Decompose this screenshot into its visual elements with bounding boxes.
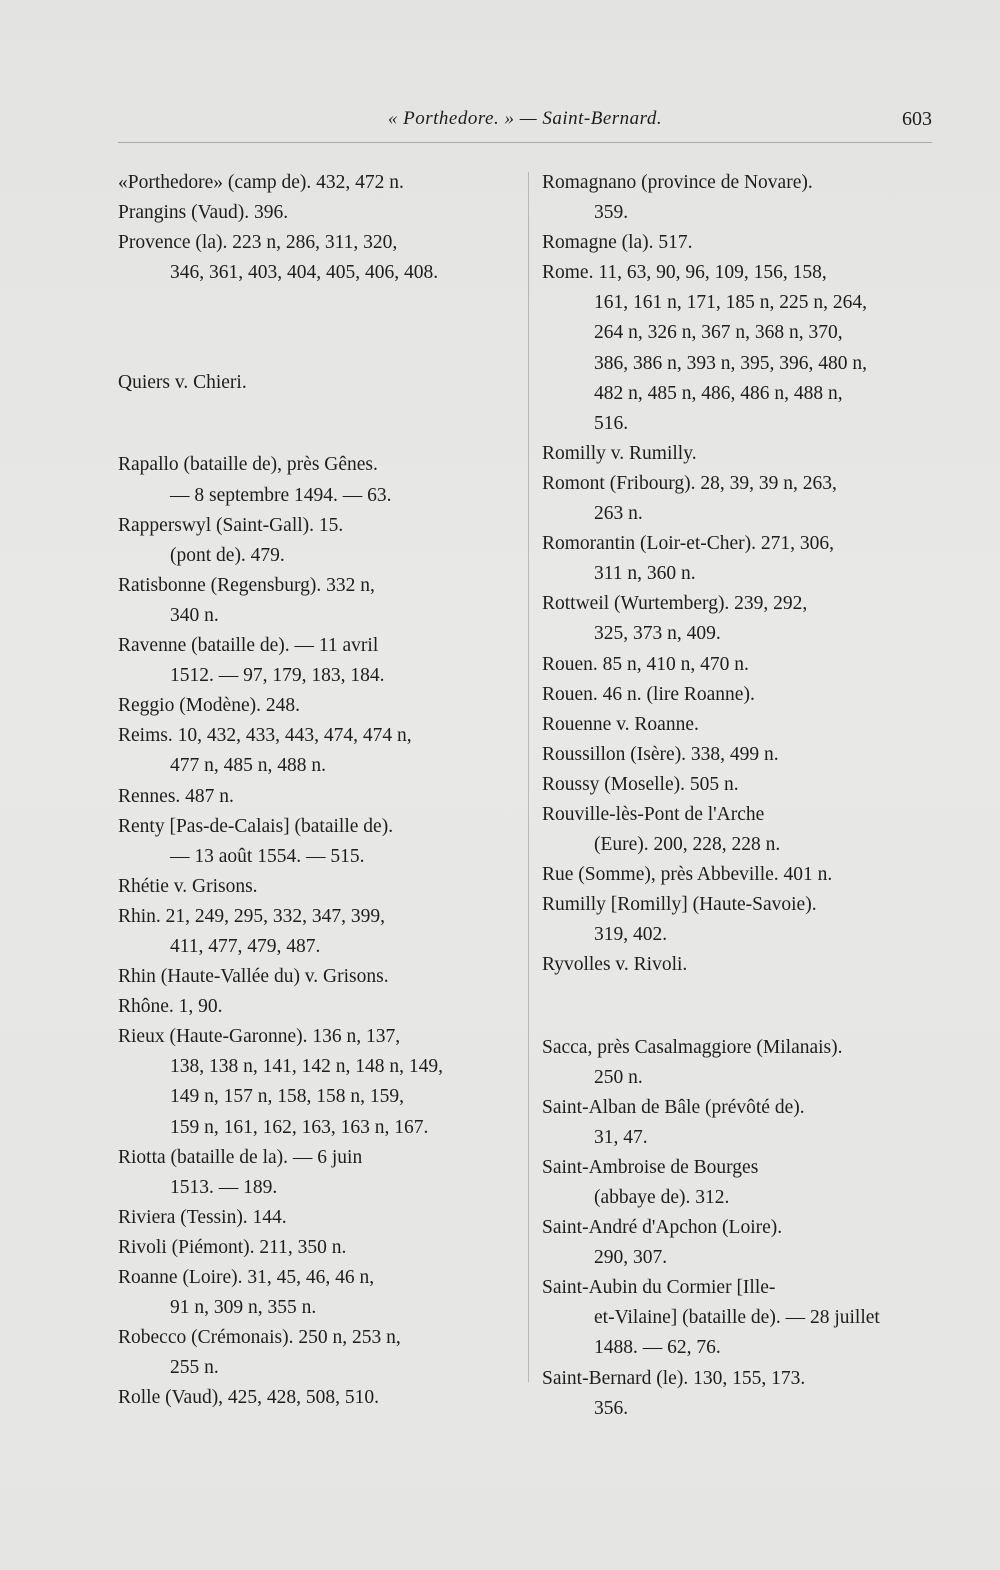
index-entry: [542, 710, 932, 740]
index-entry-headword-line: Rouen. 46 n. (lire Roanne).: [542, 683, 755, 705]
index-entry-headword-line: Rumilly [Romilly] (Haute-Savoie).: [542, 894, 817, 916]
index-entry-headword-line: Rhin. 21, 249, 295, 332, 347, 399,: [118, 905, 386, 927]
index-entry: [542, 1364, 932, 1424]
index-entry: [118, 1143, 516, 1203]
column-divider: [528, 172, 529, 1382]
index-entry: [118, 571, 516, 631]
index-entry: [542, 950, 932, 980]
index-entry-headword-line: Romont (Fribourg). 28, 39, 39 n, 263,: [542, 472, 837, 494]
index-entry: [542, 860, 932, 890]
index-entry: [118, 631, 516, 691]
letter-section-gap: [118, 398, 516, 450]
index-entry-headword-line: Ravenne (bataille de). — 11 avril: [118, 635, 379, 657]
index-entry: [118, 168, 516, 198]
index-entry-headword-line: Rapallo (bataille de), près Gênes.: [118, 454, 378, 476]
index-entry: [542, 770, 932, 800]
index-entry-headword-line: Rue (Somme), près Abbeville. 401 n.: [542, 864, 833, 886]
index-entry-continuation: 31, 47.: [594, 1126, 648, 1148]
index-entry-continuation: 411, 477, 479, 487.: [170, 935, 321, 957]
index-entry: [542, 439, 932, 469]
index-entry-headword-line: Rennes. 487 n.: [118, 785, 234, 807]
index-entry-continuation: 356.: [594, 1397, 629, 1419]
index-entry: [118, 450, 516, 510]
index-entry: [118, 962, 516, 992]
index-entry: [118, 782, 516, 812]
index-entry-continuation: 477 n, 485 n, 488 n.: [170, 755, 326, 777]
index-entry-headword-line: Ryvolles v. Rivoli.: [542, 954, 688, 976]
index-entry: [542, 589, 932, 649]
index-entry: [118, 1022, 516, 1142]
index-entry: [118, 721, 516, 781]
index-entry-continuation: 1513. — 189.: [170, 1176, 278, 1198]
index-entry-continuation: (Eure). 200, 228, 228 n.: [594, 834, 781, 856]
index-entry-continuation: — 13 août 1554. — 515.: [170, 845, 365, 867]
index-entry-headword-line: Riotta (bataille de la). — 6 juin: [118, 1146, 363, 1168]
index-entry-continuation: 359.: [594, 202, 629, 224]
index-entry: [118, 368, 516, 398]
index-entry-headword-line: Saint-André d'Apchon (Loire).: [542, 1217, 783, 1239]
index-entry-headword-line: Roussy (Moselle). 505 n.: [542, 773, 739, 795]
index-entry-continuation: 319, 402.: [594, 924, 668, 946]
index-entry-headword-line: Rhin (Haute-Vallée du) v. Grisons.: [118, 966, 389, 988]
index-entry: [542, 168, 932, 228]
index-entry: [542, 1093, 932, 1153]
index-entry: [118, 1233, 516, 1263]
index-entry-headword-line: Saint-Ambroise de Bourges: [542, 1156, 759, 1178]
index-entry-headword-line: Reggio (Modène). 248.: [118, 695, 300, 717]
index-entry-headword-line: Provence (la). 223 n, 286, 311, 320,: [118, 232, 398, 254]
index-entry: [542, 680, 932, 710]
index-entry-headword-line: Rottweil (Wurtemberg). 239, 292,: [542, 593, 808, 615]
index-entry-continuation: 482 n, 485 n, 486, 486 n, 488 n,: [594, 382, 843, 404]
index-entry-continuation: 1488. — 62, 76.: [594, 1337, 721, 1359]
index-entry: [542, 890, 932, 950]
index-entry-headword-line: Rhétie v. Grisons.: [118, 875, 258, 897]
index-entry-headword-line: Rouen. 85 n, 410 n, 470 n.: [542, 653, 749, 675]
index-entry: [542, 650, 932, 680]
index-entry-continuation: 91 n, 309 n, 355 n.: [170, 1297, 317, 1319]
index-entry: [118, 1383, 516, 1413]
index-entry: [542, 800, 932, 860]
index-entry: [118, 902, 516, 962]
index-entry-continuation: 1512. — 97, 179, 183, 184.: [170, 665, 385, 687]
index-entry-continuation: — 8 septembre 1494. — 63.: [170, 484, 392, 506]
index-entry: [542, 740, 932, 770]
running-title: « Porthedore. » — Saint-Bernard.: [387, 108, 663, 129]
index-entry-headword-line: Renty [Pas-de-Calais] (bataille de).: [118, 815, 394, 837]
index-entry: [542, 228, 932, 258]
index-entry: [542, 1153, 932, 1213]
index-entry-headword-line: Romorantin (Loir-et-Cher). 271, 306,: [542, 533, 835, 555]
index-entry-headword-line: Rivoli (Piémont). 211, 350 n.: [118, 1236, 347, 1258]
index-entry-headword-line: Romagnano (province de Novare).: [542, 172, 813, 193]
index-entry-continuation: 264 n, 326 n, 367 n, 368 n, 370,: [594, 322, 843, 344]
index-entry-continuation: 149 n, 157 n, 158, 158 n, 159,: [170, 1086, 404, 1108]
index-entry-continuation: 386, 386 n, 393 n, 395, 396, 480 n,: [594, 352, 867, 374]
index-entry: [118, 1323, 516, 1383]
letter-section-gap: [542, 981, 932, 1033]
index-entry-headword-line: Roussillon (Isère). 338, 499 n.: [542, 743, 779, 765]
index-entry-headword-line: Rouenne v. Roanne.: [542, 713, 699, 735]
index-entry-continuation: 255 n.: [170, 1357, 219, 1379]
index-entry: [118, 691, 516, 721]
index-entry-headword-line: «Porthedore» (camp de). 432, 472 n.: [118, 172, 404, 193]
index-entry: [542, 469, 932, 529]
index-entry: [118, 812, 516, 872]
letter-section-gap: [118, 288, 516, 368]
index-entry: [118, 1263, 516, 1323]
index-entry: [542, 258, 932, 439]
index-entry-headword-line: Saint-Alban de Bâle (prévôté de).: [542, 1096, 805, 1118]
index-entry: [542, 1213, 932, 1273]
index-entry-headword-line: Reims. 10, 432, 433, 443, 474, 474 n,: [118, 725, 412, 747]
index-entry-headword-line: Quiers v. Chieri.: [118, 372, 247, 394]
index-entry-headword-line: Rhône. 1, 90.: [118, 996, 223, 1018]
index-column-left: [118, 168, 516, 1413]
index-entry-headword-line: Ratisbonne (Regensburg). 332 n,: [118, 574, 375, 596]
index-entry-headword-line: Sacca, près Casalmaggiore (Milanais).: [542, 1036, 843, 1058]
index-entry-headword-line: Romagne (la). 517.: [542, 232, 693, 254]
index-entry-continuation: 340 n.: [170, 604, 219, 626]
index-entry-headword-line: Robecco (Crémonais). 250 n, 253 n,: [118, 1327, 401, 1349]
index-entry-continuation: (pont de). 479.: [170, 544, 285, 566]
index-entry-headword-line: Saint-Aubin du Cormier [Ille-: [542, 1277, 776, 1299]
index-entry-continuation: 516.: [594, 412, 629, 434]
index-entry-continuation: 263 n.: [594, 503, 643, 525]
index-entry-continuation: 325, 373 n, 409.: [594, 623, 721, 645]
index-entry: [118, 511, 516, 571]
index-entry-continuation: 161, 161 n, 171, 185 n, 225 n, 264,: [594, 292, 867, 314]
page-number: 603: [902, 108, 932, 130]
index-entry-headword-line: Roanne (Loire). 31, 45, 46, 46 n,: [118, 1267, 375, 1288]
index-entry: [118, 228, 516, 288]
index-entry-headword-line: Rome. 11, 63, 90, 96, 109, 156, 158,: [542, 262, 827, 284]
header-rule: [118, 142, 932, 143]
index-entry-headword-line: Prangins (Vaud). 396.: [118, 202, 289, 224]
index-entry-headword-line: Saint-Bernard (le). 130, 155, 173.: [542, 1367, 806, 1389]
index-entry: [118, 992, 516, 1022]
index-entry-continuation: 159 n, 161, 162, 163, 163 n, 167.: [170, 1116, 429, 1138]
index-entry-continuation: 311 n, 360 n.: [594, 563, 696, 585]
index-entry-continuation: (abbaye de). 312.: [594, 1187, 730, 1208]
index-entry: [542, 1273, 932, 1363]
index-entry-continuation: et-Vilaine] (bataille de). — 28 juillet: [594, 1307, 880, 1329]
index-entry-headword-line: Rouville-lès-Pont de l'Arche: [542, 803, 765, 825]
index-entry: [118, 198, 516, 228]
index-entry: [542, 529, 932, 589]
index-entry-headword-line: Rieux (Haute-Garonne). 136 n, 137,: [118, 1026, 401, 1048]
running-header: [118, 108, 932, 140]
index-entry: [542, 1033, 932, 1093]
index-entry-headword-line: Rapperswyl (Saint-Gall). 15.: [118, 514, 344, 536]
index-entry-continuation: 290, 307.: [594, 1247, 668, 1269]
index-entry: [118, 872, 516, 902]
index-entry-headword-line: Riviera (Tessin). 144.: [118, 1206, 287, 1228]
index-entry-headword-line: Romilly v. Rumilly.: [542, 442, 697, 464]
index-entry: [118, 1203, 516, 1233]
index-entry-continuation: 250 n.: [594, 1066, 643, 1088]
index-column-right: [542, 168, 932, 1424]
index-entry-continuation: 138, 138 n, 141, 142 n, 148 n, 149,: [170, 1056, 443, 1078]
index-entry-continuation: 346, 361, 403, 404, 405, 406, 408.: [170, 262, 439, 284]
index-entry-headword-line: Rolle (Vaud), 425, 428, 508, 510.: [118, 1387, 380, 1409]
